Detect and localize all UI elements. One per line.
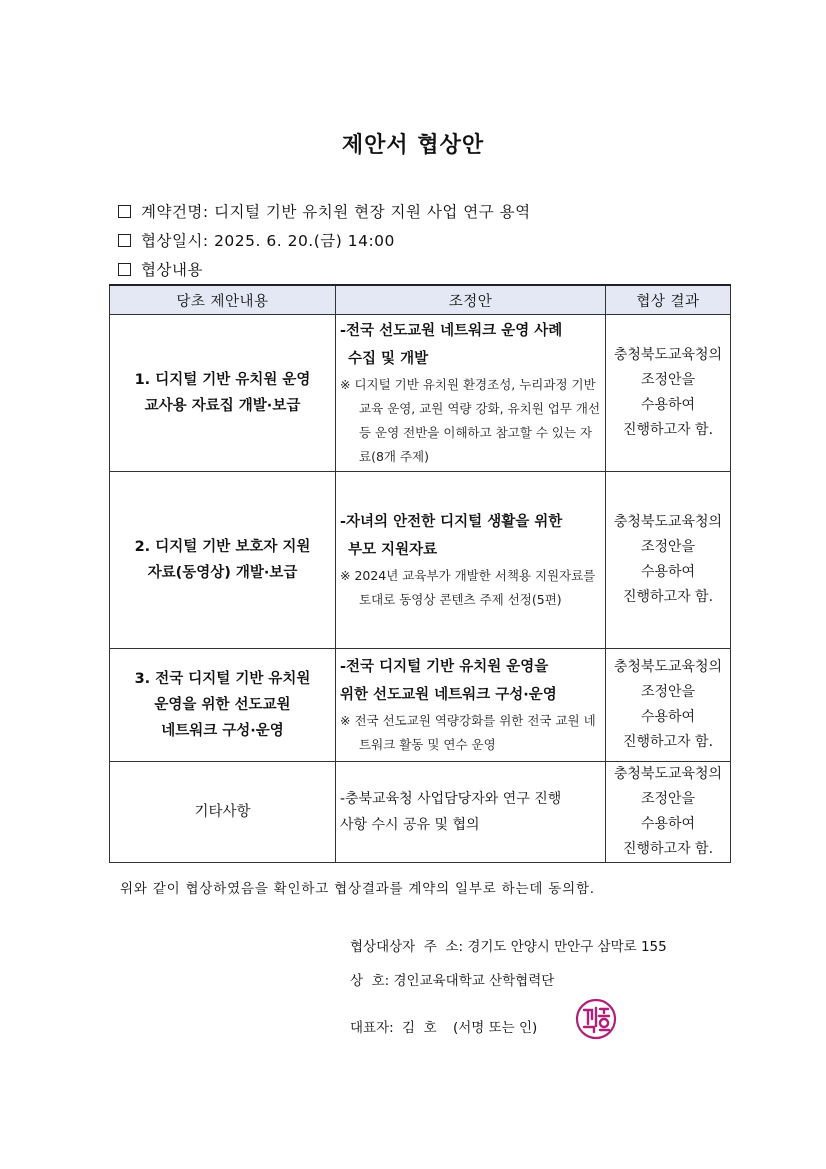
result-line: 진행하고자 함. xyxy=(622,841,714,857)
result-line: 조정안을 xyxy=(640,539,696,555)
original-line: 기타사항 xyxy=(194,804,251,820)
negotiation-date-label: 협상일시: xyxy=(141,232,209,250)
result-line: 충청북도교육청의 xyxy=(613,347,723,363)
result-line: 충청북도교육청의 xyxy=(613,766,723,782)
adjustment-main-line: -전국 디지털 기반 유치원 운영을 xyxy=(340,659,549,675)
negotiation-content-label: 협상내용 xyxy=(141,261,203,279)
contract-name-value: 디지털 기반 유치원 현장 지원 사업 연구 용역 xyxy=(214,203,531,221)
adjustment-main-line: 사항 수시 공유 및 협의 xyxy=(340,817,480,833)
result-line: 충청북도교육청의 xyxy=(613,659,723,675)
checkbox-square-icon xyxy=(118,263,131,276)
original-cell xyxy=(110,649,336,762)
result-cell xyxy=(606,472,731,649)
result-cell xyxy=(606,762,731,863)
adjustment-cell xyxy=(336,472,606,649)
company-value: 경인교육대학교 산학협력단 xyxy=(393,973,555,989)
contract-name-line xyxy=(118,200,531,222)
result-line: 진행하고자 함. xyxy=(622,589,714,605)
original-line: 네트워크 구성·운영 xyxy=(161,723,284,739)
seal-handwritten-glyph xyxy=(584,1008,609,1032)
table-header-row xyxy=(110,285,731,315)
original-line: 3. 전국 디지털 기반 유치원 xyxy=(134,671,311,687)
header-result: 협상 결과 xyxy=(606,285,731,315)
representative-seal-stamp xyxy=(574,997,618,1041)
original-cell xyxy=(110,472,336,649)
adjustment-main-line: -충북교육청 사업담당자와 연구 진행 xyxy=(340,791,562,807)
negotiation-content-line xyxy=(118,258,203,280)
checkbox-square-icon xyxy=(118,205,131,218)
address-line xyxy=(350,935,667,955)
original-line: 교사용 자료집 개발·보급 xyxy=(144,398,301,414)
result-line: 수용하여 xyxy=(640,397,696,413)
representative-value: 김 호 xyxy=(401,1020,437,1036)
result-line: 조정안을 xyxy=(640,372,696,388)
table-row xyxy=(110,472,731,649)
checkbox-square-icon xyxy=(118,234,131,247)
company-line xyxy=(350,969,554,989)
result-line: 수용하여 xyxy=(640,564,696,580)
adjustment-main-line: 부모 지원자료 xyxy=(348,542,438,558)
adjustment-note: ※ 디지털 기반 유치원 환경조성, 누리과정 기반 교육 운영, 교원 역량 강화, 유치원 업무 개선 등 운영 전반을 이해하고 참고할 수 있는 자료(8개 주제) xyxy=(340,377,601,464)
signature-note: (서명 또는 인) xyxy=(452,1020,538,1036)
page-title: 제안서 협상안 xyxy=(341,133,485,158)
result-cell xyxy=(606,649,731,762)
adjustment-cell xyxy=(336,315,606,472)
adjustment-cell xyxy=(336,649,606,762)
negotiation-date-line xyxy=(118,229,395,251)
adjustment-note: ※ 전국 선도교원 역량강화를 위한 전국 교원 네트워크 활동 및 연수 운영 xyxy=(340,713,596,752)
agreement-sentence: 위와 같이 협상하였음을 확인하고 협상결과를 계약의 일부로 하는데 동의함. xyxy=(120,881,595,897)
adjustment-note: ※ 2024년 교육부가 개발한 서책용 지원자료를 토대로 동영상 콘텐츠 주제 선정(5편) xyxy=(340,568,596,607)
result-line: 수용하여 xyxy=(640,816,696,832)
company-label: 상 호: xyxy=(350,973,390,989)
result-line: 수용하여 xyxy=(640,709,696,725)
header-adjustment: 조정안 xyxy=(336,285,606,315)
original-line: 운영을 위한 선도교원 xyxy=(154,697,291,713)
original-line: 2. 디지털 기반 보호자 지원 xyxy=(134,539,311,555)
table-row xyxy=(110,649,731,762)
original-line: 자료(동영상) 개발·보급 xyxy=(147,565,298,581)
representative-line xyxy=(350,1016,537,1036)
result-line: 조정안을 xyxy=(640,684,696,700)
address-label: 협상대상자 주 소: xyxy=(350,939,464,955)
table-row xyxy=(110,315,731,472)
result-cell xyxy=(606,315,731,472)
negotiation-table xyxy=(109,284,731,863)
negotiation-date-value: 2025. 6. 20.(금) 14:00 xyxy=(214,232,395,250)
adjustment-main-line: 위한 선도교원 네트워크 구성·운영 xyxy=(340,687,557,703)
representative-label: 대표자: xyxy=(350,1020,394,1036)
address-value: 경기도 안양시 만안구 삼막로 155 xyxy=(467,939,667,955)
adjustment-main-line: -자녀의 안전한 디지털 생활을 위한 xyxy=(340,514,563,530)
contract-name-label: 계약건명: xyxy=(141,203,209,221)
result-line: 진행하고자 함. xyxy=(622,734,714,750)
table-row xyxy=(110,762,731,863)
result-line: 충청북도교육청의 xyxy=(613,514,723,530)
original-cell xyxy=(110,762,336,863)
result-line: 조정안을 xyxy=(640,791,696,807)
adjustment-main-line: 수집 및 개발 xyxy=(348,351,429,367)
original-cell xyxy=(110,315,336,472)
adjustment-main-line: -전국 선도교원 네트워크 운영 사례 xyxy=(340,323,563,339)
result-line: 진행하고자 함. xyxy=(622,422,714,438)
adjustment-cell xyxy=(336,762,606,863)
original-line: 1. 디지털 기반 유치원 운영 xyxy=(134,372,311,388)
header-original: 당초 제안내용 xyxy=(110,285,336,315)
